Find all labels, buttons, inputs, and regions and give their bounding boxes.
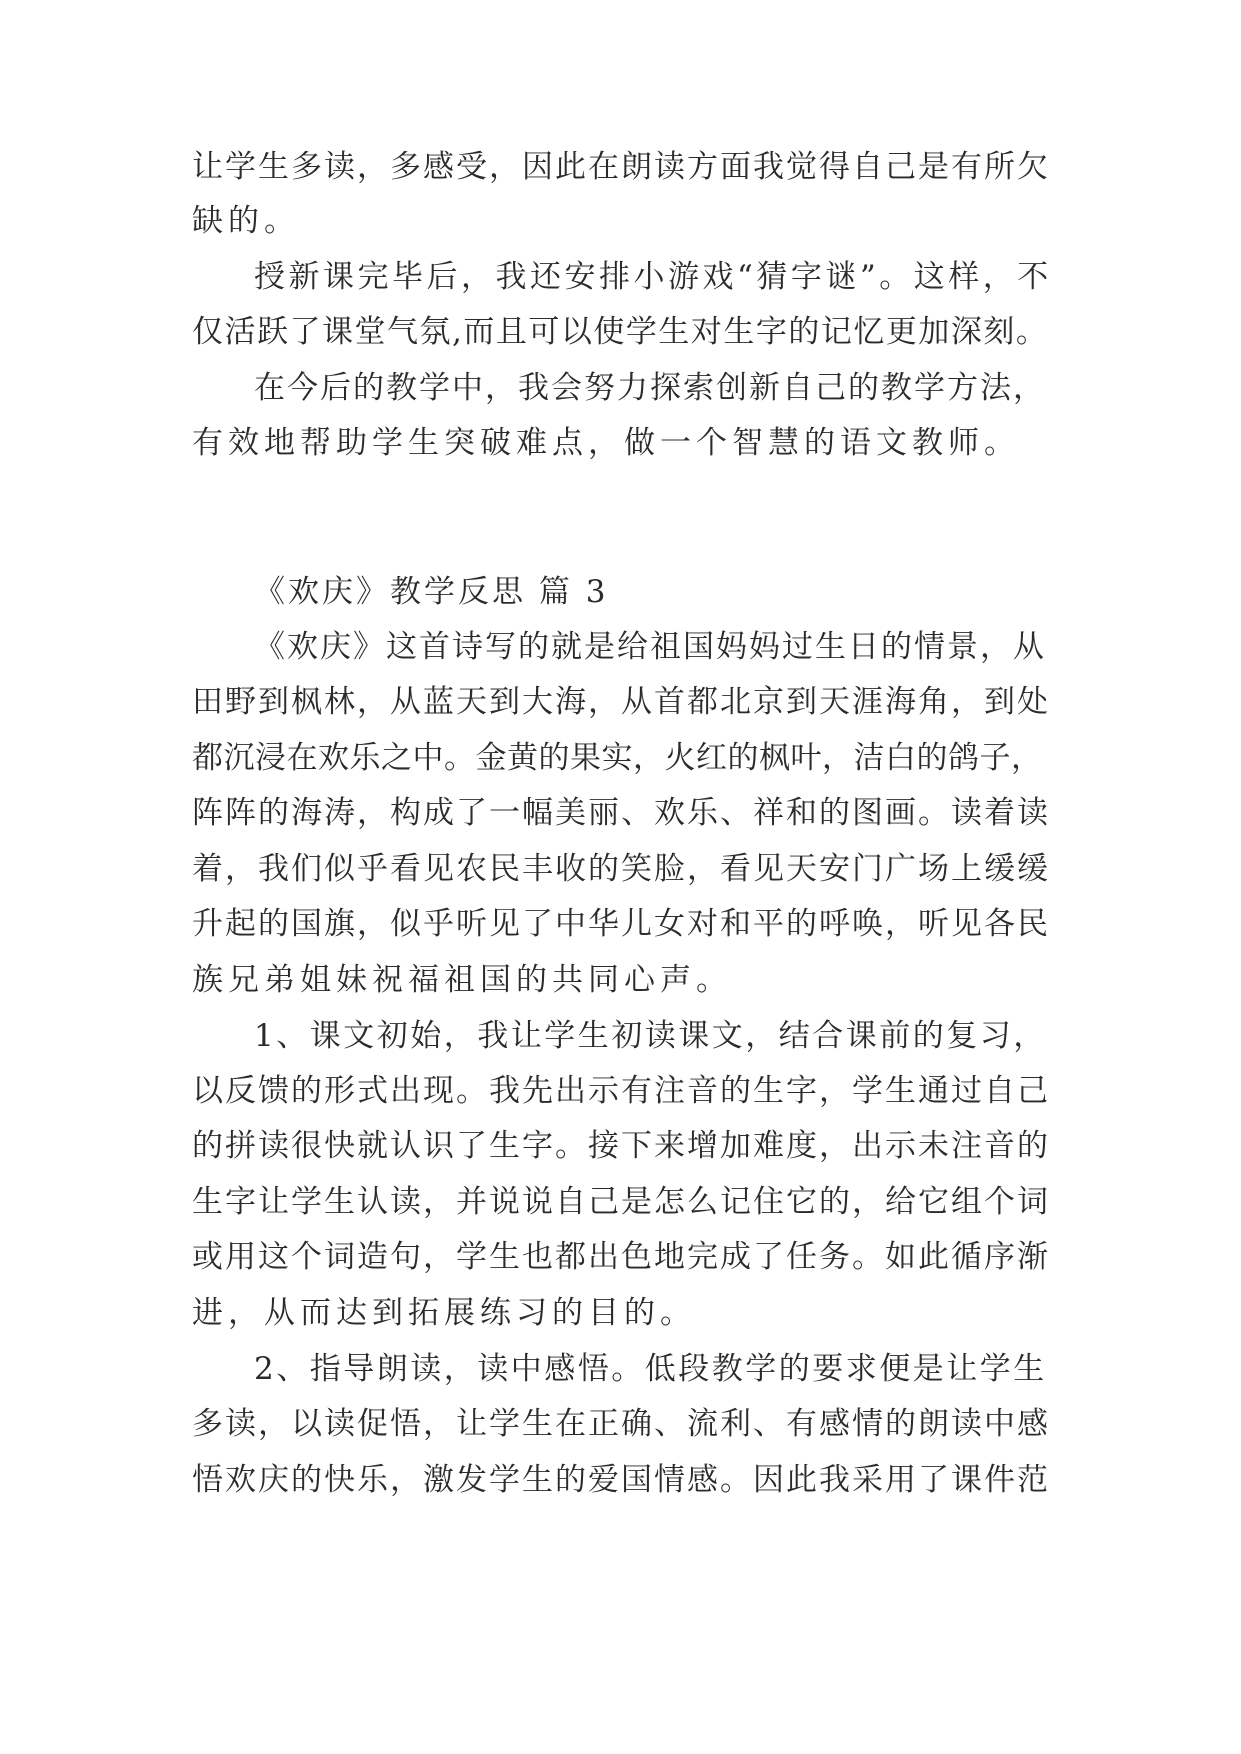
text-line: 生字让学生认读，并说说自己是怎么记住它的，给它组个词 [192, 1184, 1050, 1220]
text-line: 的拼读很快就认识了生字。接下来增加难度，出示未注音的 [192, 1128, 1050, 1164]
text-line: 着，我们似乎看见农民丰收的笑脸，看见天安门广场上缓缓 [192, 851, 1050, 887]
section-heading: 《欢庆》教学反思 篇 3 [254, 574, 609, 610]
text-line: 悟欢庆的快乐，激发学生的爱国情感。因此我采用了课件范 [192, 1462, 1050, 1498]
text-line: 让学生多读，多感受，因此在朗读方面我觉得自己是有所欠 [192, 149, 1050, 185]
text-line: 1、课文初始，我让学生初读课文，结合课前的复习， [254, 1018, 1047, 1054]
text-line: 《欢庆》这首诗写的就是给祖国妈妈过生日的情景，从 [254, 629, 1046, 665]
text-line: 以反馈的形式出现。我先出示有注音的生字，学生通过自己 [192, 1073, 1050, 1109]
text-line: 阵阵的海涛，构成了一幅美丽、欢乐、祥和的图画。读着读 [192, 795, 1050, 831]
text-line: 在今后的教学中，我会努力探索创新自己的教学方法， [254, 370, 1046, 406]
text-line: 有效地帮助学生突破难点，做一个智慧的语文教师。 [192, 425, 1020, 461]
text-line: 进，从而达到拓展练习的目的。 [192, 1295, 696, 1331]
text-line: 缺的。 [192, 203, 300, 239]
text-line: 都沉浸在欢乐之中。金黄的果实，火红的枫叶，洁白的鸽子， [192, 740, 1043, 776]
text-line: 多读，以读促悟，让学生在正确、流利、有感情的朗读中感 [192, 1406, 1050, 1442]
text-line: 仅活跃了课堂气氛,而且可以使学生对生字的记忆更加深刻。 [192, 314, 1049, 350]
text-line: 2、指导朗读，读中感悟。低段教学的要求便是让学生 [254, 1351, 1047, 1387]
text-line: 授新课完毕后，我还安排小游戏“猜字谜”。这样，不 [254, 259, 1052, 295]
text-line: 族兄弟姐妹祝福祖国的共同心声。 [192, 962, 732, 998]
text-line: 升起的国旗，似乎听见了中华儿女对和平的呼唤，听见各民 [192, 906, 1050, 942]
text-line: 田野到枫林，从蓝天到大海，从首都北京到天涯海角，到处 [192, 684, 1050, 720]
text-line: 或用这个词造句，学生也都出色地完成了任务。如此循序渐 [192, 1239, 1050, 1275]
